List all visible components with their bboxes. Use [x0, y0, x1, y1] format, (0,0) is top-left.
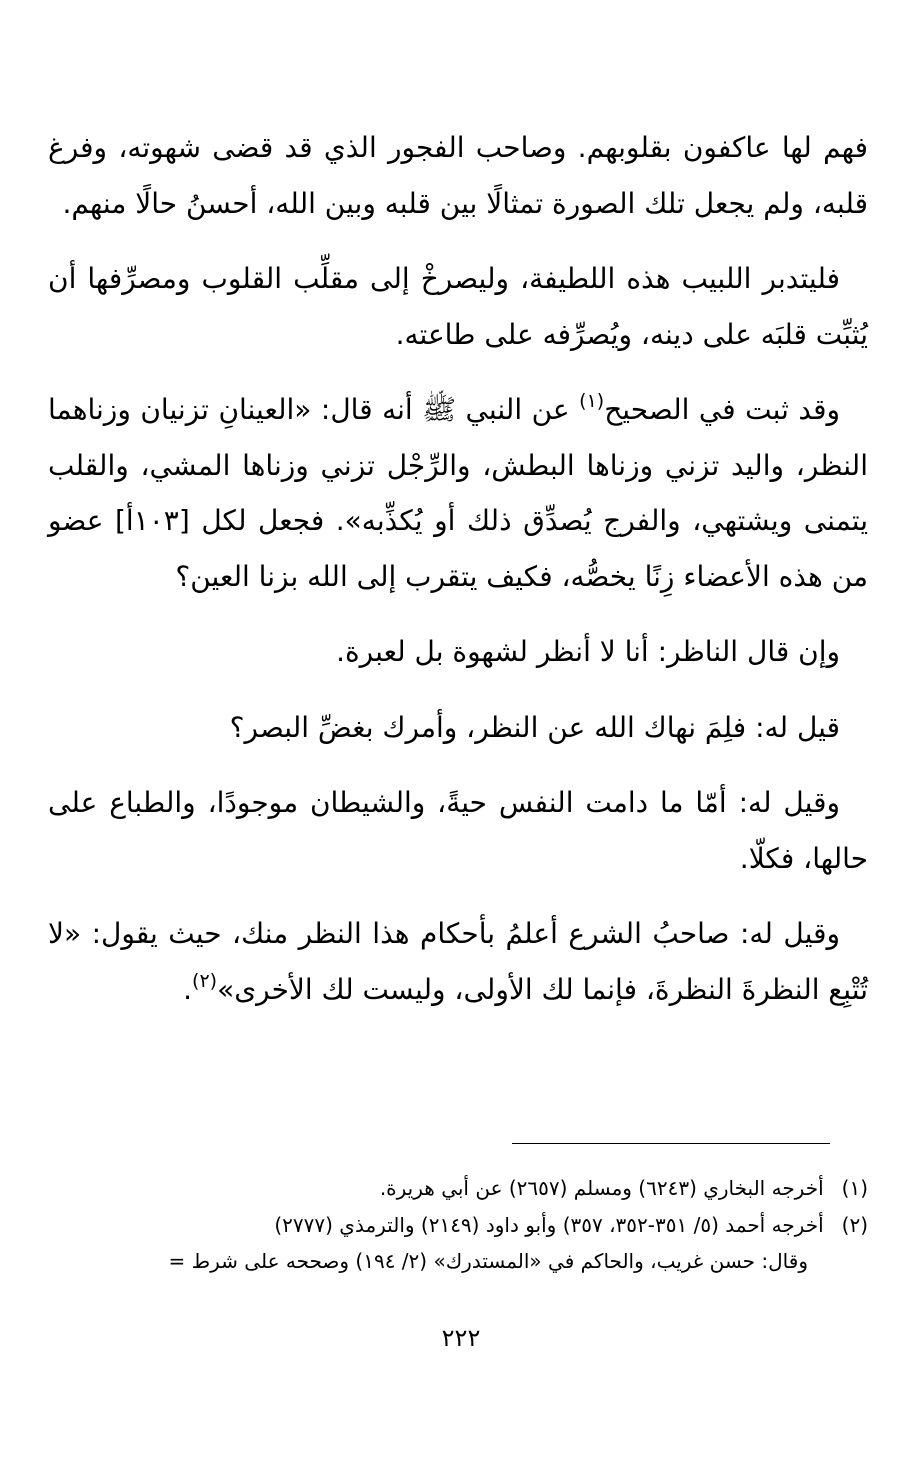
paragraph-5	[48, 700, 868, 756]
footnote-2-continuation-text: وقال: حسن غريب، والحاكم في «المستدرك» (٢/ ١٩٤) وصححه على شرط =	[168, 1249, 808, 1273]
paragraph-1-text: فهم لها عاكفون بقلوبهم. وصاحب الفجور الذي قد قضى شهوته، وفرغ قلبه، ولم يجعل تلك الصورة تمثالًا بين قلبه وبين الله، أحسنُ حالًا منهم.	[48, 131, 868, 220]
page-number: ٢٢٢	[441, 1324, 481, 1352]
paragraph-1	[48, 120, 868, 231]
footnote-ref-2: (٢)	[192, 969, 218, 992]
paragraph-7-text-b: .	[183, 972, 193, 1006]
paragraph-3	[48, 382, 868, 604]
paragraph-7	[48, 906, 868, 1017]
paragraph-6	[48, 775, 868, 886]
footnote-1-text: أخرجه البخاري (٦٢٤٣) ومسلم (٢٦٥٧) عن أبي هريرة.	[379, 1176, 824, 1200]
footnote-2-number: (٢)	[841, 1212, 868, 1237]
paragraph-7-text-a: وقيل له: صاحبُ الشرع أعلمُ بأحكام هذا النظر منك، حيث يقول: «لا تُتْبِع النظرةَ النظرةَ، فإنما لك الأولى، وليست لك الأخرى»	[48, 917, 868, 1006]
footnote-2-text: أخرجه أحمد (٥/ ٣٥١-٣٥٢، ٣٥٧) وأبو داود (٢١٤٩) والترمذي (٢٧٧٧)	[274, 1212, 824, 1237]
paragraph-3-text-a: وقد ثبت في الصحيح	[604, 393, 841, 426]
footnote-1	[40, 1170, 868, 1207]
paragraph-2-text: فليتدبر اللبيب هذه اللطيفة، وليصرخْ إلى مقلِّب القلوب ومصرِّفها أن يُثبِّت قلبَه على دينه، ويُصرِّفه على طاعته.	[48, 262, 868, 351]
paragraph-3-text-b: عن النبي ﷺ أنه قال: «العينانِ تزنيان وزناهما النظر، واليد تزني وزناها البطش، والرِّجْل تزني وزناها المشي، والقلب يتمنى ويشتهي، والفرج يُصدِّق ذلك أو يُكذِّبه». فجعل لكل [١٠٣أ] عضو من هذه الأعضاء زِنًا يخصُّه، فكيف يتقرب إلى الله بزنا العين؟	[48, 393, 869, 593]
paragraph-6-text: وقيل له: أمّا ما دامت النفس حيةً، والشيطان موجودًا، والطباع على حالها، فكلّا.	[48, 786, 868, 875]
paragraph-5-text: قيل له: فلِمَ نهاك الله عن النظر، وأمرك بغضِّ البصر؟	[229, 710, 840, 744]
footnote-2-continuation	[40, 1243, 868, 1280]
paragraph-4-text: وإن قال الناظر: أنا لا أنظر لشهوة بل لعبرة.	[336, 635, 840, 668]
main-text	[48, 120, 868, 1037]
footnotes	[40, 1170, 868, 1280]
footnote-2	[40, 1207, 868, 1244]
paragraph-2	[48, 251, 868, 362]
paragraph-4	[48, 624, 868, 680]
footnote-1-number: (١)	[841, 1176, 868, 1200]
footnote-divider	[512, 1143, 830, 1144]
footnote-ref-1: (١)	[579, 390, 605, 413]
